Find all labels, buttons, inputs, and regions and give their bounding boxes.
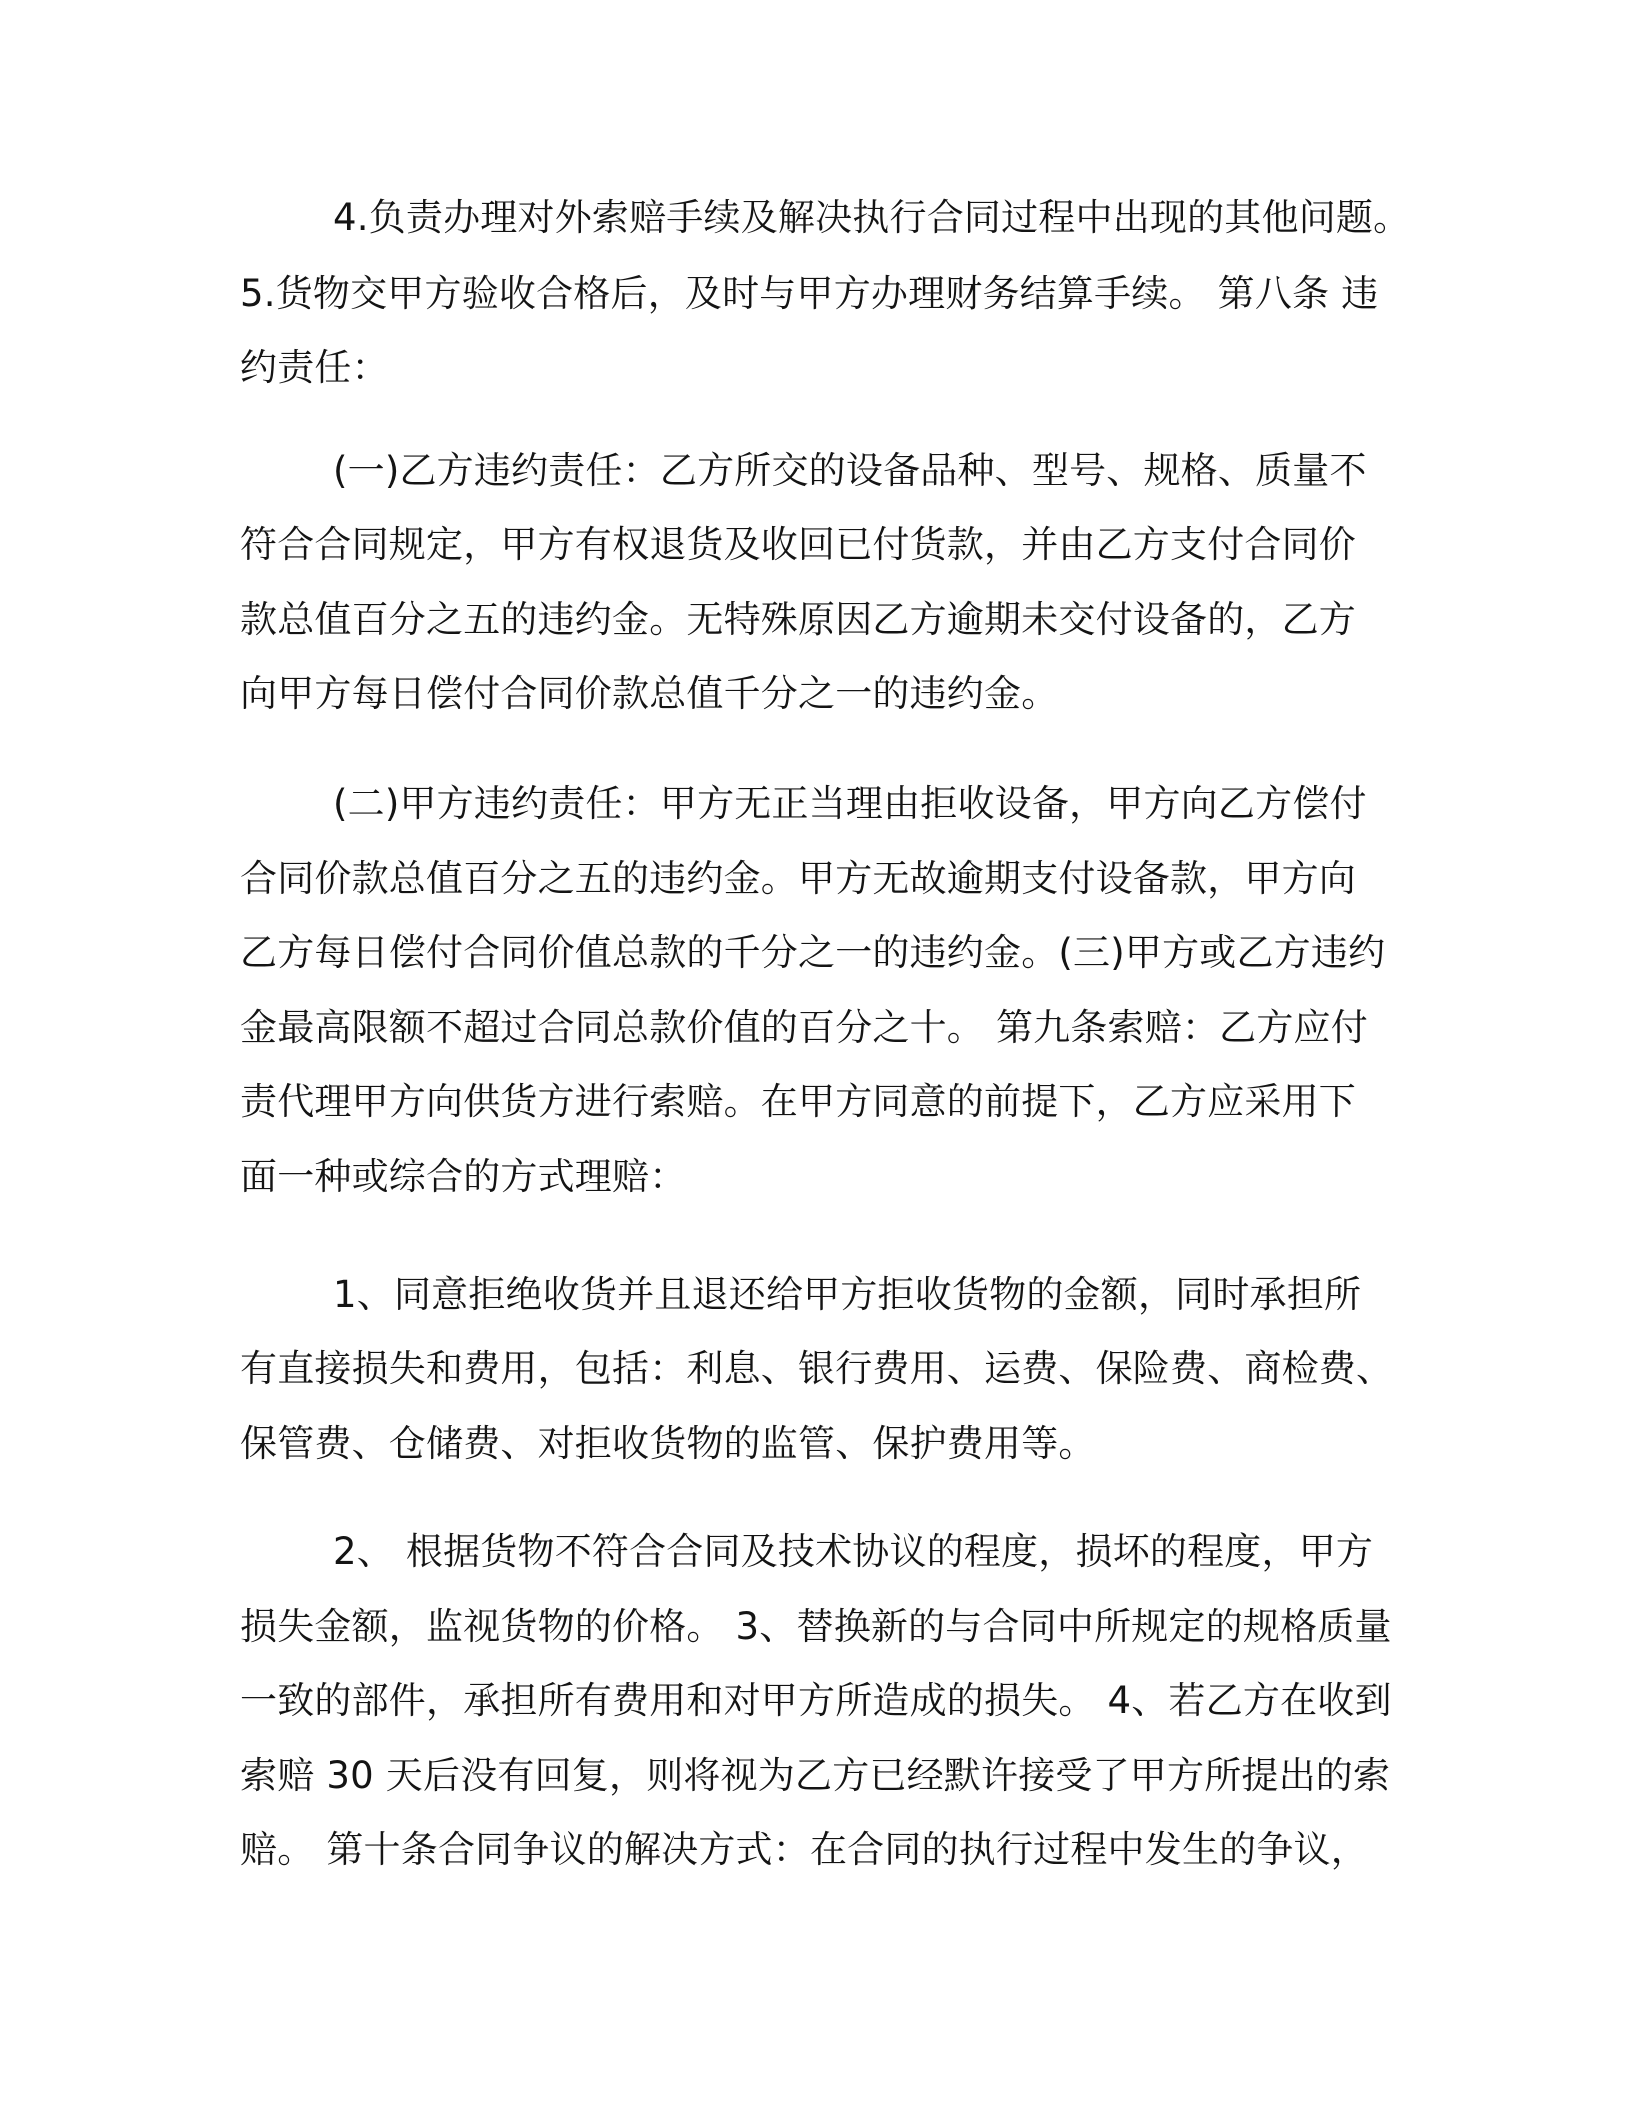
text-line-14: 1、同意拒绝收货并且退还给甲方拒收货物的金额，同时承担所 xyxy=(333,1273,1362,1316)
text-line-1: 4.负责办理对外索赔手续及解决执行合同过程中出现的其他问题。 xyxy=(333,196,1411,239)
text-line-10: 乙方每日偿付合同价值总款的千分之一的违约金。(三)甲方或乙方违约 xyxy=(240,931,1386,974)
text-line-9: 合同价款总值百分之五的违约金。甲方无故逾期支付设备款，甲方向 xyxy=(240,857,1356,900)
text-line-2: 5.货物交甲方验收合格后，及时与甲方办理财务结算手续。 第八条 违 xyxy=(240,272,1379,315)
text-line-8: (二)甲方违约责任：甲方无正当理由拒收设备，甲方向乙方偿付 xyxy=(333,782,1367,825)
text-line-3: 约责任： xyxy=(240,346,389,389)
text-line-13: 面一种或综合的方式理赔： xyxy=(240,1155,687,1198)
text-line-17: 2、 根据货物不符合合同及技术协议的程度，损坏的程度，甲方 xyxy=(333,1530,1374,1573)
text-line-15: 有直接损失和费用，包括：利息、银行费用、运费、保险费、商检费、 xyxy=(240,1347,1394,1390)
text-line-4: (一)乙方违约责任：乙方所交的设备品种、型号、规格、质量不 xyxy=(333,449,1367,492)
text-line-21: 赔。 第十条合同争议的解决方式：在合同的执行过程中发生的争议， xyxy=(240,1828,1368,1871)
text-line-19: 一致的部件，承担所有费用和对甲方所造成的损失。 4、若乙方在收到 xyxy=(240,1679,1392,1722)
text-line-5: 符合合同规定，甲方有权退货及收回已付货款，并由乙方支付合同价 xyxy=(240,523,1356,566)
text-line-7: 向甲方每日偿付合同价款总值千分之一的违约金。 xyxy=(240,672,1059,715)
text-line-12: 责代理甲方向供货方进行索赔。在甲方同意的前提下，乙方应采用下 xyxy=(240,1080,1356,1123)
text-line-18: 损失金额，监视货物的价格。 3、替换新的与合同中所规定的规格质量 xyxy=(240,1605,1392,1648)
text-line-16: 保管费、仓储费、对拒收货物的监管、保护费用等。 xyxy=(240,1422,1096,1465)
text-line-11: 金最高限额不超过合同总款价值的百分之十。 第九条索赔：乙方应付 xyxy=(240,1006,1368,1049)
text-line-6: 款总值百分之五的违约金。无特殊原因乙方逾期未交付设备的，乙方 xyxy=(240,598,1356,641)
text-line-20: 索赔 30 天后没有回复，则将视为乙方已经默许接受了甲方所提出的索 xyxy=(240,1754,1391,1797)
